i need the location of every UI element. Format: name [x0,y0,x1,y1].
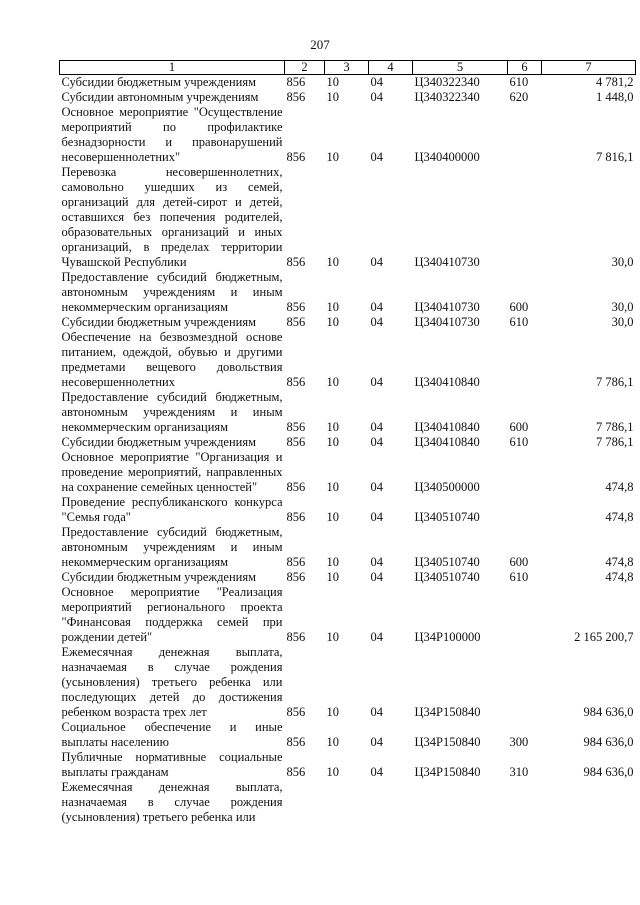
cell-subsection: 04 [370,150,383,164]
cell-code: 856 [286,735,306,749]
cell-expense-type [508,330,542,390]
table-row [60,645,636,720]
cell-section: 10 [326,480,339,494]
cell-subsection: 04 [370,510,383,524]
cell-expense-type [508,495,542,525]
cell-code: 856 [286,75,306,89]
cell-subsection: 04 [370,705,383,719]
row-name: Субсидии бюджетным учреждениям [61,75,257,89]
table-row [60,720,636,750]
cell-amount: 1 448,0 [596,90,634,104]
cell-amount: 984 636,0 [583,705,634,719]
row-name: Субсидии бюджетным учреждениям [61,315,257,329]
table-row [60,75,636,91]
cell-subsection: 04 [370,735,383,749]
cell-expense-type: 310 [509,765,529,779]
cell-subsection: 04 [370,255,383,269]
cell-amount: 7 786,1 [596,375,634,389]
cell-expense-type [508,585,542,645]
cell-amount: 474,8 [605,570,634,584]
cell-target-article: Ц340500000 [414,480,480,494]
cell-target-article: Ц340410730 [414,315,480,329]
cell-target-article: Ц340510740 [414,510,480,524]
cell-target-article: Ц340410730 [414,255,480,269]
cell-subsection: 04 [370,480,383,494]
column-header: 5 [413,61,508,75]
cell-code: 856 [286,375,306,389]
table-body [60,75,636,826]
cell-code: 856 [286,480,306,494]
row-name: Субсидии автономным учреждениям [61,90,259,104]
cell-subsection: 04 [370,555,383,569]
cell-amount: 30,0 [611,315,634,329]
cell-amount: 474,8 [605,480,634,494]
cell-amount: 7 816,1 [596,150,634,164]
cell-subsection: 04 [370,315,383,329]
column-header: 2 [285,61,325,75]
table-row [60,270,636,315]
cell-subsection: 04 [370,300,383,314]
column-header: 3 [325,61,369,75]
cell-expense-type [508,645,542,720]
row-name: Социальное обеспечение и иные выплаты населению [61,720,283,749]
table-row [60,570,636,585]
table-row [60,90,636,105]
table-row [60,495,636,525]
cell-amount: 4 781,2 [596,75,634,89]
cell-amount: 7 786,1 [596,420,634,434]
cell-target-article: Ц34P150840 [414,735,481,749]
cell-section: 10 [326,555,339,569]
cell-section: 10 [326,735,339,749]
page-number: 207 [310,37,330,52]
cell-amount: 30,0 [611,300,634,314]
cell-amount: 984 636,0 [583,765,634,779]
cell-section: 10 [326,420,339,434]
row-name: Проведение республиканского конкурса "Семья года" [61,495,283,524]
cell-target-article: Ц34P150840 [414,765,481,779]
cell-subsection: 04 [370,75,383,89]
cell-section: 10 [326,315,339,329]
cell-amount: 474,8 [605,555,634,569]
cell-expense-type: 610 [509,75,529,89]
cell-expense-type: 610 [509,315,529,329]
cell-section [325,780,369,825]
column-header: 4 [369,61,413,75]
cell-code: 856 [286,300,306,314]
table-row [60,750,636,780]
cell-section: 10 [326,630,339,644]
row-name: Предоставление субсидий бюджетным, автономным учреждениям и иным некоммерческим организациям [61,270,283,314]
row-name: Обеспечение на безвозмездной основе питанием, одеждой, обувью и другими предметами вещевого довольствия несовершеннолетних [61,330,283,389]
cell-target-article: Ц340322340 [414,75,480,89]
cell-code: 856 [286,630,306,644]
cell-expense-type: 600 [509,555,529,569]
cell-section: 10 [326,150,339,164]
cell-expense-type [508,780,542,825]
table-row [60,390,636,435]
row-name: Ежемесячная денежная выплата, назначаемая в случае рождения (усыновления) третьего ребенка или [61,780,283,824]
cell-expense-type: 610 [509,570,529,584]
row-name: Публичные нормативные социальные выплаты гражданам [61,750,283,779]
cell-amount: 30,0 [611,255,634,269]
cell-subsection: 04 [370,630,383,644]
row-name: Перевозка несовершеннолетних, самовольно ушедших из семей, организаций для детей-сирот и детей, оставшихся без попечения родителей, образовательных организаций и иных организаций, в пределах территории Чувашской Республики [61,165,283,269]
row-name: Предоставление субсидий бюджетным, автономным учреждениям и иным некоммерческим организациям [61,390,283,434]
cell-amount [542,780,636,825]
cell-code: 856 [286,510,306,524]
cell-target-article: Ц340410840 [414,420,480,434]
cell-section: 10 [326,255,339,269]
column-header: 1 [60,61,285,75]
cell-target-article [413,780,508,825]
cell-amount: 2 165 200,7 [574,630,634,644]
cell-section: 10 [326,435,339,449]
row-name: Основное мероприятие "Организация и проведение мероприятий, направленных на сохранение семейных ценностей" [61,450,283,494]
cell-code: 856 [286,255,306,269]
table-row [60,315,636,330]
cell-section: 10 [326,90,339,104]
cell-expense-type [508,450,542,495]
cell-code: 856 [286,420,306,434]
cell-target-article: Ц340322340 [414,90,480,104]
cell-code: 856 [286,570,306,584]
cell-code: 856 [286,435,306,449]
row-name: Субсидии бюджетным учреждениям [61,435,257,449]
cell-target-article: Ц340510740 [414,555,480,569]
cell-subsection: 04 [370,375,383,389]
cell-expense-type [508,105,542,165]
cell-code: 856 [286,555,306,569]
cell-code: 856 [286,315,306,329]
cell-section: 10 [326,300,339,314]
row-name: Субсидии бюджетным учреждениям [61,570,257,584]
budget-table [59,60,636,825]
cell-target-article: Ц340400000 [414,150,480,164]
table-row [60,525,636,570]
cell-code: 856 [286,150,306,164]
table-row [60,780,636,825]
cell-expense-type: 300 [509,735,529,749]
cell-section: 10 [326,375,339,389]
row-name: Основное мероприятие "Реализация мероприятий регионального проекта "Финансовая поддержка семей при рождении детей" [61,585,283,644]
cell-section: 10 [326,705,339,719]
table-row [60,450,636,495]
cell-amount: 7 786,1 [596,435,634,449]
cell-subsection [369,780,413,825]
cell-expense-type [508,165,542,270]
cell-subsection: 04 [370,90,383,104]
cell-section: 10 [326,75,339,89]
column-header: 7 [542,61,636,75]
table-row [60,435,636,450]
row-name: Основное мероприятие "Осуществление мероприятий по профилактике безнадзорности и правонарушений несовершеннолетних" [61,105,283,164]
table-row [60,330,636,390]
cell-expense-type: 600 [509,300,529,314]
table-row [60,165,636,270]
row-name: Ежемесячная денежная выплата, назначаемая в случае рождения (усыновления) третьего ребенка или последующих детей до достижения ребенком возраста трех лет [61,645,283,719]
cell-code: 856 [286,765,306,779]
cell-subsection: 04 [370,420,383,434]
cell-subsection: 04 [370,435,383,449]
cell-expense-type: 620 [509,90,529,104]
cell-expense-type: 600 [509,420,529,434]
cell-amount: 474,8 [605,510,634,524]
cell-target-article: Ц34P100000 [414,630,481,644]
cell-target-article: Ц340410730 [414,300,480,314]
cell-target-article: Ц340510740 [414,570,480,584]
cell-subsection: 04 [370,570,383,584]
table-header-row [60,61,636,75]
cell-target-article: Ц34P150840 [414,705,481,719]
cell-code [285,780,325,825]
cell-expense-type: 610 [509,435,529,449]
row-name: Предоставление субсидий бюджетным, автономным учреждениям и иным некоммерческим организациям [61,525,283,569]
cell-section: 10 [326,510,339,524]
table-row [60,585,636,645]
cell-target-article: Ц340410840 [414,375,480,389]
cell-target-article: Ц340410840 [414,435,480,449]
cell-section: 10 [326,765,339,779]
cell-amount: 984 636,0 [583,735,634,749]
cell-code: 856 [286,90,306,104]
cell-code: 856 [286,705,306,719]
cell-section: 10 [326,570,339,584]
table-row [60,105,636,165]
column-header: 6 [508,61,542,75]
cell-subsection: 04 [370,765,383,779]
